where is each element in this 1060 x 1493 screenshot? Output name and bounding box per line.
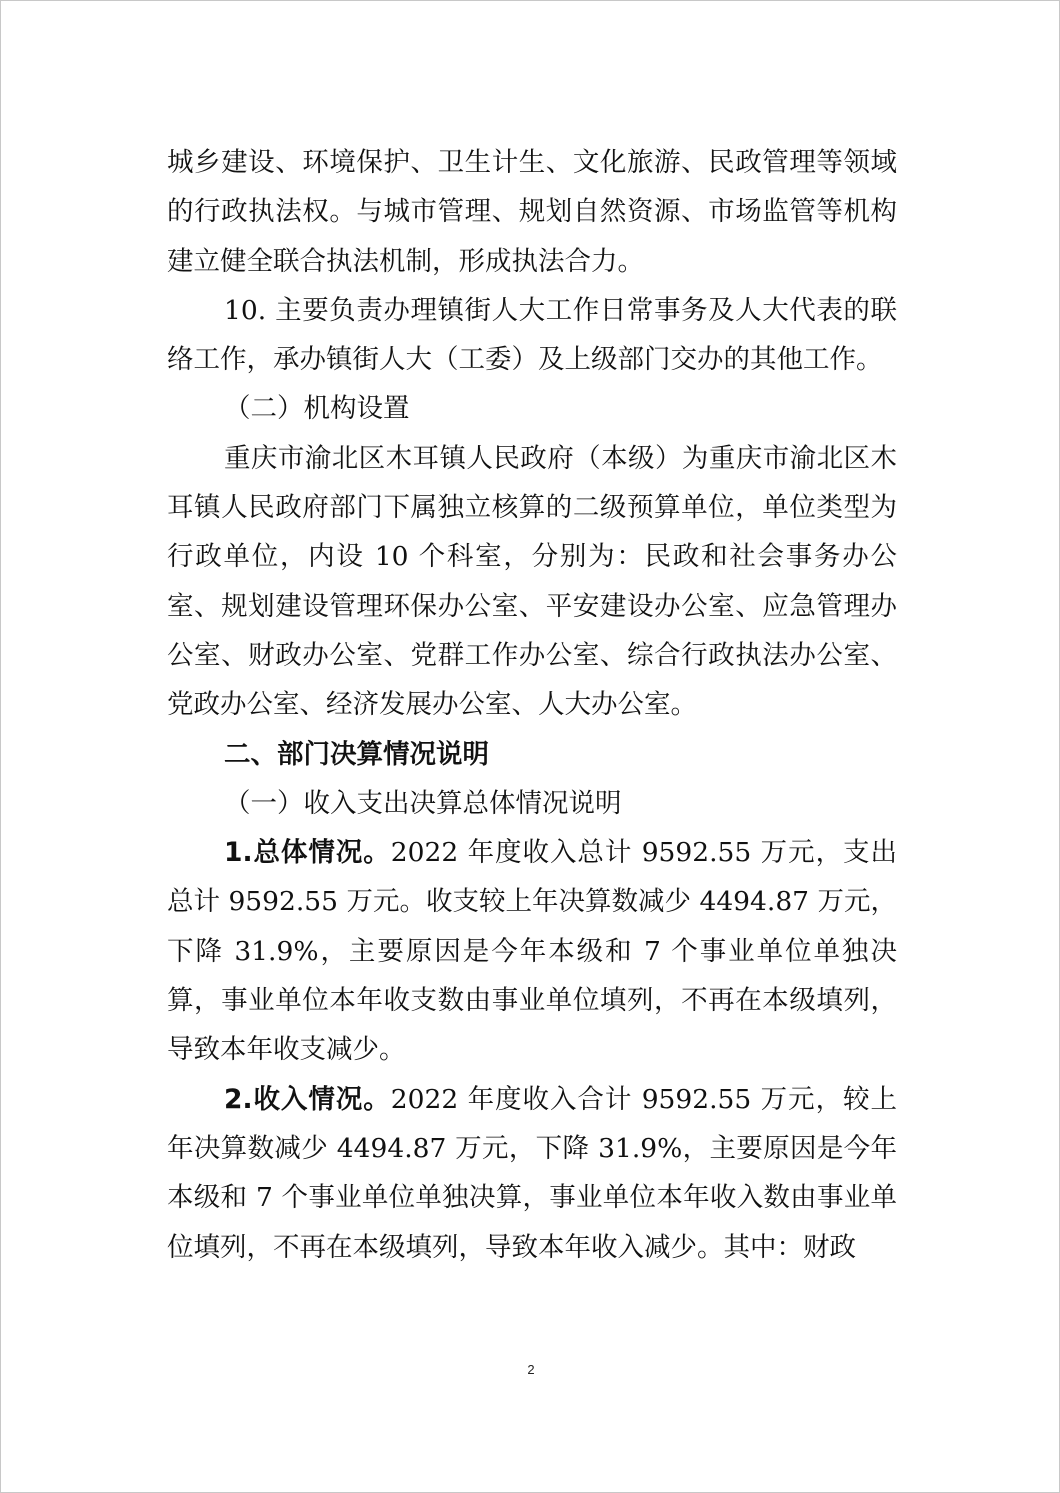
page-body (167, 138, 897, 1272)
paragraph-duty-10: 10. 主要负责办理镇街人大工作日常事务及人大代表的联络工作，承办镇街人大（工委）及上级部门交办的其他工作。 (167, 294, 897, 376)
paragraph-overall-lead: 1.总体情况。 (224, 837, 391, 869)
paragraph-income-text: 2022 年度收入合计 9592.55 万元，较上年决算数减少 4494.87 万元，下降 31.9%，主要原因是今年本级和 7 个事业单位单独决算，事业单位本年收入数由事业单位填列，不再在本级填列，导致本年收入减少。其中：财政 (167, 1083, 897, 1263)
paragraph-overall (167, 828, 897, 1074)
paragraph-overall-text: 2022 年度收入总计 9592.55 万元，支出总计 9592.55 万元。收支较上年决算数减少 4494.87 万元，下降 31.9%，主要原因是今年本级和 7 个事业单位单独决算，事业单位本年收支数由事业单位填列，不再在本级填列，导致本年收支减少。 (167, 837, 897, 1066)
section-heading-overview: （一）收入支出决算总体情况说明 (224, 787, 622, 819)
paragraph-organization: 重庆市渝北区木耳镇人民政府（本级）为重庆市渝北区木耳镇人民政府部门下属独立核算的二级预算单位，单位类型为行政单位，内设 10 个科室，分别为：民政和社会事务办公室、规划建设管理环保办公室、平安建设办公室、应急管理办公室、财政办公室、党群工作办公室、综合行政执法办公室、党政办公室、经济发展办公室、人大办公室。 (167, 442, 897, 721)
section-heading-final-accounts: 二、部门决算情况说明 (224, 738, 489, 770)
section-heading-organization: （二）机构设置 (224, 393, 410, 425)
paragraph-duty-9-continued: 城乡建设、环境保护、卫生计生、文化旅游、民政管理等领域的行政执法权。与城市管理、规划自然资源、市场监管等机构建立健全联合执法机制，形成执法合力。 (167, 147, 897, 277)
page-number: 2 (527, 1362, 535, 1377)
paragraph-income (167, 1075, 897, 1272)
paragraph-income-lead: 2.收入情况。 (224, 1083, 391, 1115)
